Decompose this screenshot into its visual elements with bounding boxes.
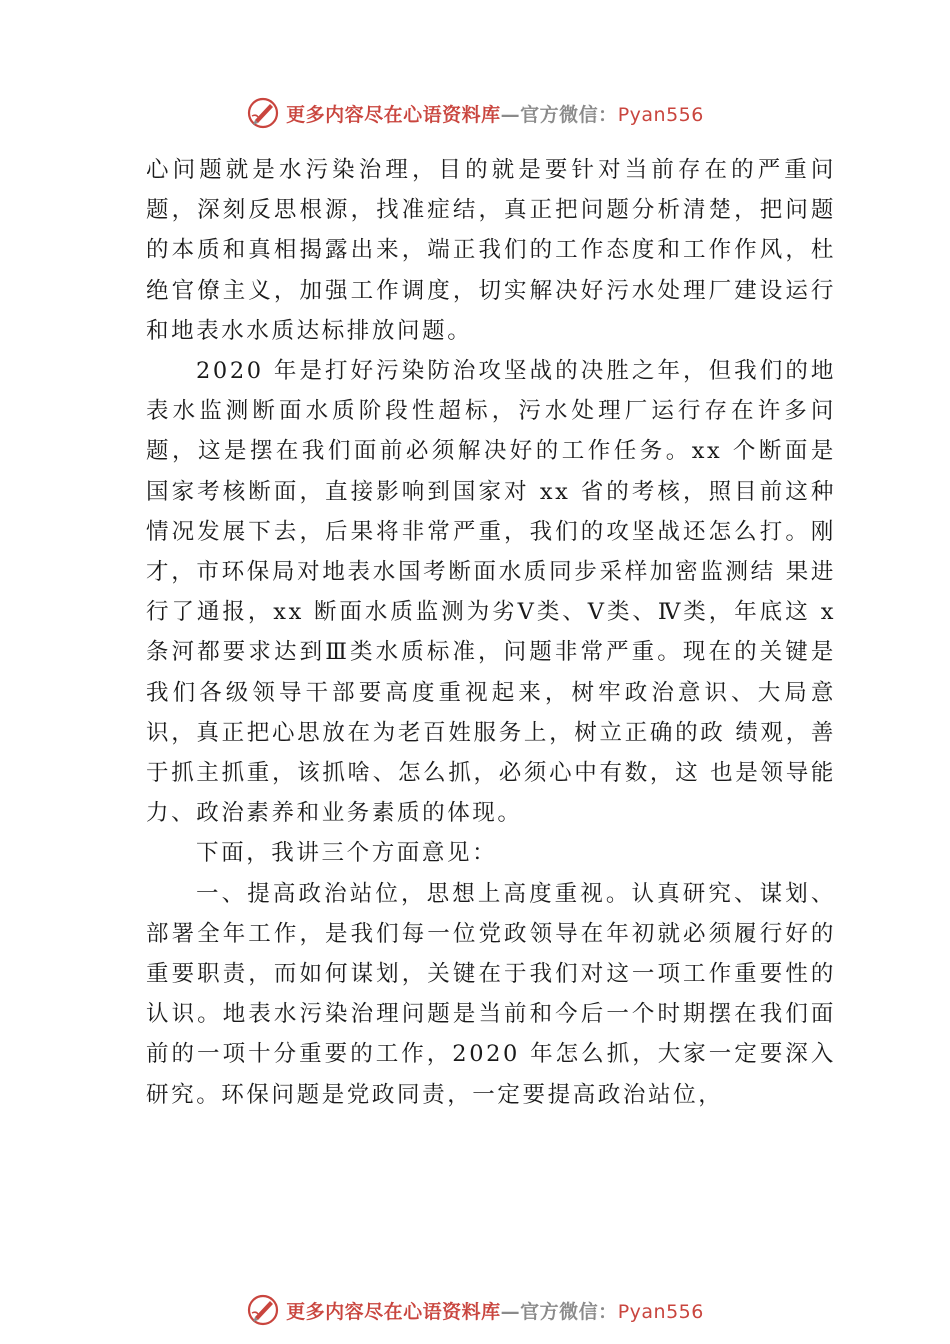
footer-banner xyxy=(0,1290,950,1330)
pen-circle-logo-icon xyxy=(246,96,280,130)
body-text xyxy=(146,150,836,1115)
paragraph-1: 心问题就是水污染治理，目的就是要针对当前存在的严重问题，深刻反思根源，找准症结，真正把问题分析清楚，把问题的本质和真相揭露出来，端正我们的工作态度和工作作风，杜绝官僚主义，加强工作调度，切实解决好污水处理厂建设运行和地表水水质达标排放问题。 xyxy=(146,157,836,344)
paragraph-4: 一、提高政治站位，思想上高度重视。认真研究、谋划、部署全年工作，是我们每一位党政领导在年初就必须履行好的重要职责，而如何谋划，关键在于我们对这一项工作重要性的认识。地表水污染治理问题是当前和今后一个时期摆在我们面前的一项十分重要的工作，2020 年怎么抓，大家一定要深入研究。环保问题是党政同责，一定要提高政治站位， xyxy=(146,880,836,1108)
header-banner-title: 更多内容尽在心语资料库 xyxy=(286,103,501,126)
pen-circle-logo-icon xyxy=(246,1293,280,1327)
header-banner-wechat-id: Pyan556 xyxy=(617,103,704,126)
footer-banner-wechat-label: —官方微信： xyxy=(500,1300,618,1323)
paragraph-2: 2020 年是打好污染防治攻坚战的决胜之年，但我们的地表水监测断面水质阶段性超标，污水处理厂运行存在许多问 题，这是摆在我们面前必须解决好的工作任务。xx 个断面是国家考核断面，直接影响到国家对 xx 省的考核，照目前这种情况发展下去，后果将非常严重，我们的攻坚战还怎么打。刚才，市环保局对地表水国考断面水质同步采样加密监测结 果进行了通报，xx 断面水质监测为劣Ⅴ类、Ⅴ类、Ⅳ类，年底这 x 条河都要求达到Ⅲ类水质标准，问题非常严重。现在的关键是我们各级领导干部要高度重视起来，树牢政治意识、大局意识，真正把心思放在为老百姓服务上，树立正确的政 绩观，善于抓主抓重，该抓啥、怎么抓，必须心中有数，这 也是领导能力、政治素养和业务素质的体现。 xyxy=(146,358,836,827)
header-banner-wechat-label: —官方微信： xyxy=(500,103,618,126)
footer-banner-title: 更多内容尽在心语资料库 xyxy=(286,1300,501,1323)
footer-banner-wechat-id: Pyan556 xyxy=(617,1300,704,1323)
paragraph-3: 下面，我讲三个方面意见： xyxy=(196,840,498,867)
header-banner xyxy=(0,93,950,133)
